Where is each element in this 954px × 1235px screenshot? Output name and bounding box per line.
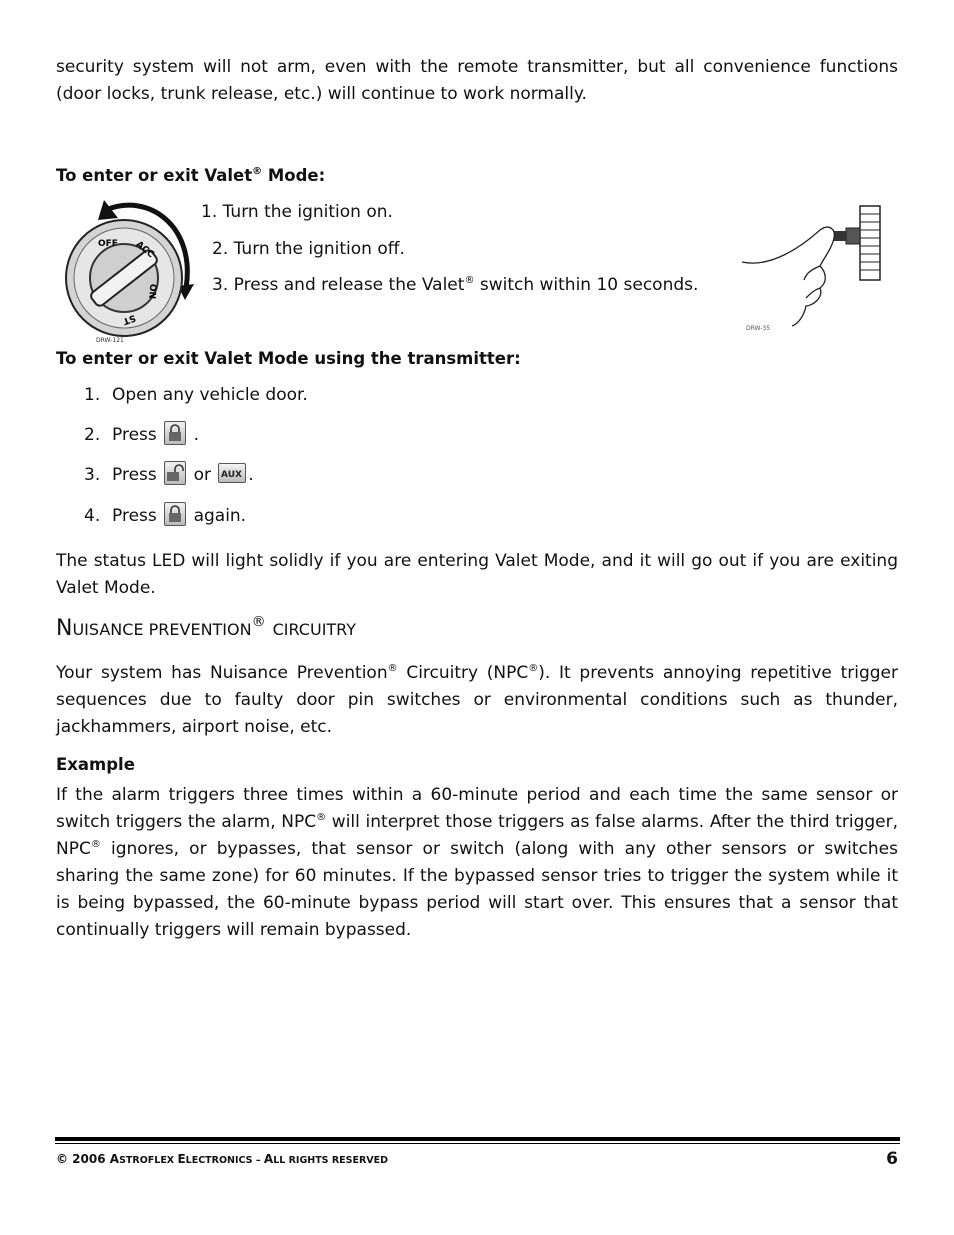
reg-mark: ® [528,663,539,674]
list-item [84,385,308,405]
reg-mark: ® [90,839,101,850]
key-label-off: OFF [98,239,118,249]
section-title-npc [56,616,356,641]
list-text: . [193,425,199,445]
list-text: Press [112,506,157,526]
valet-switch-illustration [740,202,885,337]
valet-step-1: 1. Turn the ignition on. [201,202,393,222]
list-text: again. [193,506,247,526]
list-text: Press [112,465,157,485]
aux-label: AUX [221,470,243,480]
lock-button-icon [164,502,186,526]
npc-text: Circuitry (NPC [397,663,529,683]
key-label-acc: ACC [133,239,156,261]
valet-heading [56,166,325,185]
example-text: will interpret those triggers as false alarms. After the third trigger, NPC [56,812,899,859]
list-number: 2. [84,425,101,445]
reg-mark: ® [464,275,475,286]
reg-mark: ® [387,663,398,674]
list-text: Open any vehicle door. [112,385,308,405]
reg-mark: ® [251,614,266,630]
list-text: . [248,465,254,485]
status-led-paragraph: The status LED will light solidly if you are entering Valet Mode, and it will go out if you are exiting Valet Mode. [56,551,898,598]
reg-mark: ® [252,166,263,177]
example-text: ignores, or bypasses, that sensor or switch (along with any other sensors or switches sharing the same zone) for 60 minutes. If the bypassed sensor tries to trigger the system while it is being bypassed, the 60-minute bypass period will start over. This ensures that a sensor that continually triggers will remain bypassed. [56,839,898,940]
key-label-st: ST [121,312,137,326]
title-text-end: CIRCUITRY [272,620,357,639]
valet-step-3-text: 3. Press and release the Valet [212,275,465,295]
switch-knob [860,206,880,280]
footer-text: LECTRONICS – [185,1155,264,1166]
valet-step-3 [212,275,698,295]
footer-rule-thick [55,1137,900,1141]
footer-text: © 2006 [56,1152,110,1166]
page-number: 6 [886,1149,898,1169]
valet-heading-text: To enter or exit Valet [56,166,253,185]
transmitter-heading: To enter or exit Valet Mode using the transmitter: [56,349,521,368]
valet-heading-text-end: Mode: [262,166,326,185]
title-text: UISANCE PREVENTION [72,620,252,639]
list-item [84,461,254,485]
list-item [84,421,199,445]
footer-text: STROFLEX [119,1155,178,1166]
list-text: or [193,465,211,485]
thumb-hand-icon [742,227,834,326]
aux-button-icon [218,463,246,483]
list-number: 3. [84,465,101,485]
lock-button-icon [164,421,186,445]
list-number: 1. [84,385,101,405]
key-label-on: ON [146,283,158,300]
npc-paragraph [56,660,898,741]
footer-copyright [56,1152,388,1166]
footer-text: A [109,1152,120,1166]
footer-text: LL RIGHTS RESERVED [273,1155,389,1166]
list-number: 4. [84,506,101,526]
ignition-key-illustration [58,196,198,344]
footer-text: A [263,1152,274,1166]
unlock-button-icon [164,461,186,485]
reg-mark: ® [316,812,327,823]
title-initial: N [56,616,73,641]
key-drawing-code: DRW-121 [96,337,124,344]
footer-text: E [177,1152,186,1166]
list-item [84,502,246,526]
footer-rule-thin [55,1143,900,1144]
example-heading: Example [56,755,135,774]
list-text: Press [112,425,157,445]
intro-paragraph: security system will not arm, even with the remote transmitter, but all convenience functions (door locks, trunk release, etc.) will continue to work normally. [56,57,898,104]
switch-drawing-code: DRW-35 [746,325,771,332]
example-paragraph [56,782,898,944]
npc-text: ). It prevents annoying repetitive trigger sequences due to faulty door pin switches or environmental conditions such as thunder, jackhammers, airport noise, etc. [56,663,898,737]
valet-step-2: 2. Turn the ignition off. [212,239,405,259]
example-text: If the alarm triggers three times within a 60-minute period and each time the same sensor or switch triggers the alarm, NPC [56,785,898,832]
valet-step-3-text-end: switch within 10 seconds. [474,275,699,295]
npc-text: Your system has Nuisance Prevention [56,663,388,683]
